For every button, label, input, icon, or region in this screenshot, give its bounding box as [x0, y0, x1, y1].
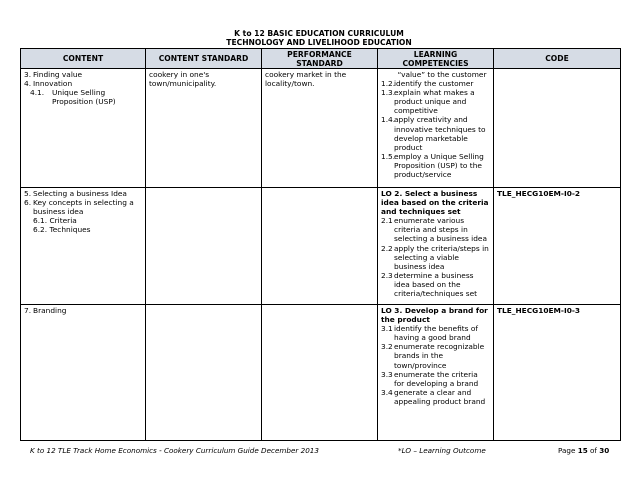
competency-item: 2.1 enumerate various criteria and steps in selecting a business idea — [381, 216, 487, 244]
table-header-row — [21, 49, 621, 69]
code-cell: TLE_HECG10EM-I0-3 — [494, 305, 621, 441]
content-cell — [21, 188, 146, 305]
competency-item: 3.1 identify the benefits of having a good brand — [381, 324, 478, 343]
content-item: 7. Branding — [24, 306, 67, 315]
performance-standard-cell — [262, 305, 378, 441]
col-header-content: CONTENT — [21, 49, 146, 69]
competency-item: 1.3. explain what makes a product unique and competitive — [381, 88, 475, 116]
content-item: 4. Innovation — [24, 79, 73, 89]
competency-item: 2.2 apply the criteria/steps in selecting a viable business idea — [381, 243, 489, 271]
code-cell — [494, 69, 621, 188]
col-header-learning-competencies: LEARNING COMPETENCIES — [378, 49, 494, 69]
content-subitem: 6.1. Criteria — [33, 216, 77, 226]
competency-item: 1.5. employ a Unique Selling Proposition (USP) to the product/service — [381, 151, 484, 180]
content-subitem: 6.2. Techniques — [33, 225, 91, 235]
content-cell — [21, 305, 146, 441]
competencies-cell — [378, 188, 494, 305]
content-standard-cell — [146, 188, 262, 305]
doc-subtitle: TECHNOLOGY AND LIVELIHOOD EDUCATION — [226, 38, 412, 47]
code-cell: TLE_HECG10EM-I0-2 — [494, 188, 621, 305]
doc-title: K to 12 BASIC EDUCATION CURRICULUM — [234, 29, 404, 38]
competencies-cell — [378, 305, 494, 441]
competency-item: 3.4 generate a clear and appealing product brand — [381, 387, 486, 406]
col-header-code: CODE — [494, 49, 621, 69]
table-row — [21, 188, 621, 305]
content-subitem: 4.1. Unique Selling Proposition (USP) — [30, 88, 116, 107]
competency-item: 1.2. identify the customer — [381, 79, 474, 89]
page-number: Page 15 of 30 — [558, 446, 610, 455]
competency-item: 2.3 determine a business idea based on the criteria/techniques set — [381, 270, 478, 299]
content-item: 3. Finding value — [24, 70, 83, 79]
col-header-performance-standard: PERFORMANCE STANDARD — [262, 49, 378, 69]
footer-guide-title: K to 12 TLE Track Home Economics - Cookery Curriculum Guide December 2013 — [30, 446, 319, 455]
learning-outcome-title: LO 2. Select a business idea based on the criteria and techniques set — [381, 189, 489, 217]
col-header-content-standard: CONTENT STANDARD — [146, 49, 262, 69]
competency-continued: “value” to the customer — [397, 70, 487, 79]
content-item: 5. Selecting a business Idea — [24, 189, 127, 198]
competencies-cell — [378, 69, 494, 188]
content-standard-cell: cookery in one's town/municipality. — [146, 69, 262, 188]
table-row — [21, 305, 621, 441]
content-standard-cell — [146, 305, 262, 441]
curriculum-table — [20, 48, 621, 441]
competency-item: 1.4. apply creativity and innovative techniques to develop marketable product — [381, 115, 486, 152]
content-item: 6. Key concepts in selecting a business idea — [24, 198, 134, 217]
competency-item: 3.3 enumerate the criteria for developing a brand — [381, 369, 479, 388]
competency-item: 3.2 enumerate recognizable brands in the town/province — [381, 342, 485, 370]
footer-lo-note: *LO – Learning Outcome — [398, 446, 486, 455]
table-row — [21, 69, 621, 188]
content-cell — [21, 69, 146, 188]
performance-standard-cell — [262, 188, 378, 305]
performance-standard-cell: cookery market in the locality/town. — [262, 69, 378, 188]
learning-outcome-title: LO 3. Develop a brand for the product — [381, 306, 488, 325]
